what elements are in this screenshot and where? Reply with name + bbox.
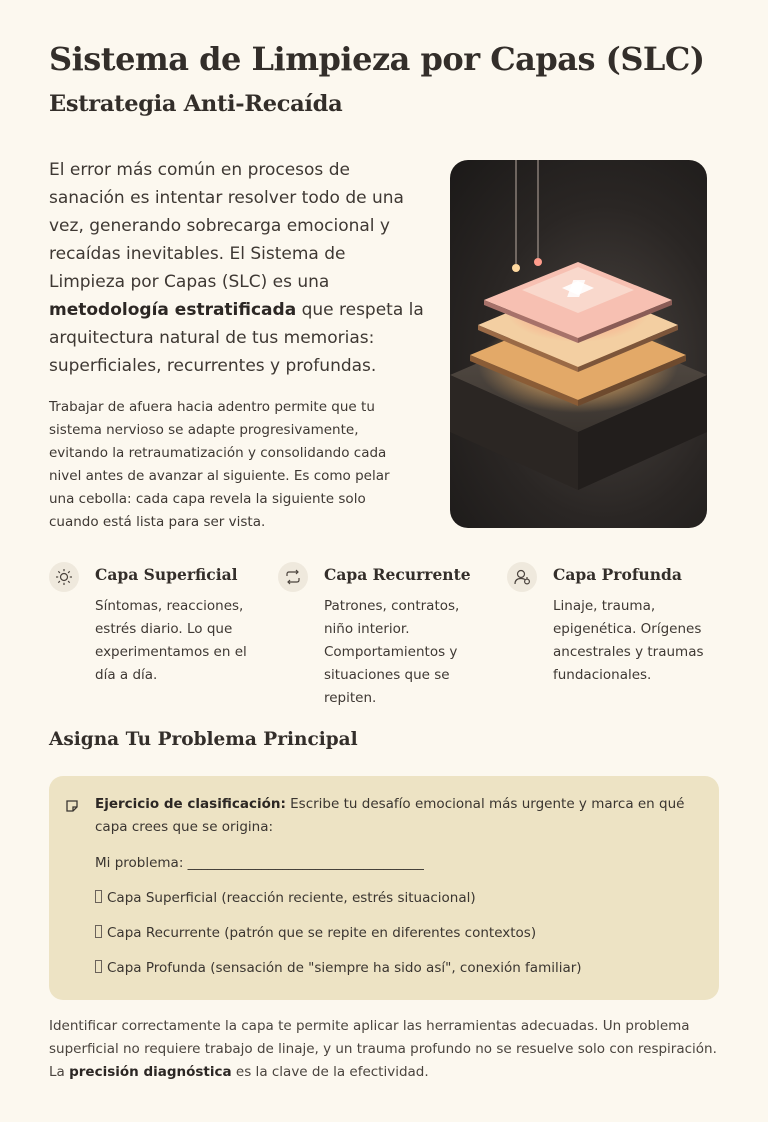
option-superficial[interactable] <box>95 888 476 908</box>
sun-icon <box>49 562 79 592</box>
checkbox[interactable] <box>95 925 102 938</box>
repeat-arrows-icon <box>278 562 308 592</box>
footer-note <box>49 1015 729 1084</box>
checkbox[interactable] <box>95 960 102 973</box>
problem-line[interactable]: Mi problema: ___________________________________ <box>95 855 424 871</box>
footer-text-2: es la clave de la efectividad. <box>231 1064 429 1080</box>
layer-description: Patrones, contratos, niño interior. Comportamientos y situaciones que se repiten. <box>324 598 460 706</box>
option-recurrente[interactable] <box>95 923 536 943</box>
layer-title: Capa Profunda <box>553 565 682 584</box>
exercise-instructions <box>95 793 695 839</box>
intro-lead-bold: metodología estratificada <box>49 300 297 320</box>
layer-description: Síntomas, reacciones, estrés diario. Lo que experimentamos en el día a día. <box>95 598 247 683</box>
option-label: Capa Superficial (reacción reciente, estrés situacional) <box>107 890 476 906</box>
intro-lead <box>49 156 424 380</box>
checkbox[interactable] <box>95 890 102 903</box>
layer-description: Linaje, trauma, epigenética. Orígenes ancestrales y traumas fundacionales. <box>553 598 704 683</box>
exercise-box <box>49 776 719 1000</box>
layered-cleansing-illustration <box>450 160 707 528</box>
option-profunda[interactable] <box>95 958 582 978</box>
option-label: Capa Profunda (sensación de "siempre ha sido así", conexión familiar) <box>107 960 582 976</box>
note-icon <box>65 799 79 813</box>
intro-body: Trabajar de afuera hacia adentro permite que tu sistema nervioso se adapte progresivamente, evitando la retraumatización y consolidando cada nivel antes de avanzar al siguiente. Es como pelar una cebolla: cada capa revela la siguiente solo cuando está lista para ser vista. <box>49 399 390 530</box>
option-label: Capa Recurrente (patrón que se repite en diferentes contextos) <box>107 925 537 941</box>
page-subtitle: Estrategia Anti-Recaída <box>49 91 343 117</box>
intro-lead-text-1: El error más común en procesos de sanación es intentar resolver todo de una vez, generando sobrecarga emocional y recaídas inevitables. El Sistema de Limpieza por Capas (SLC) es una <box>49 160 404 292</box>
footer-bold: precisión diagnóstica <box>69 1064 232 1080</box>
footer-text-1: Identificar correctamente la capa te permite aplicar las herramientas adecuadas. Un problema superficial no requiere trabajo de linaje, y un trauma profundo no se resuelve solo con respiración. La <box>49 1018 717 1080</box>
exercise-text: Escribe tu desafío emocional más urgente y marca en qué capa crees que se origina: <box>95 796 685 835</box>
page-title: Sistema de Limpieza por Capas (SLC) <box>49 40 705 78</box>
layer-title: Capa Superficial <box>95 565 238 584</box>
assign-heading: Asigna Tu Problema Principal <box>49 729 358 750</box>
intro-lead-text-2: que respeta la arquitectura natural de tus memorias: superficiales, recurrentes y profundas. <box>49 300 424 376</box>
exercise-label: Ejercicio de clasificación: <box>95 796 286 812</box>
family-tree-icon <box>507 562 537 592</box>
layer-title: Capa Recurrente <box>324 565 471 584</box>
